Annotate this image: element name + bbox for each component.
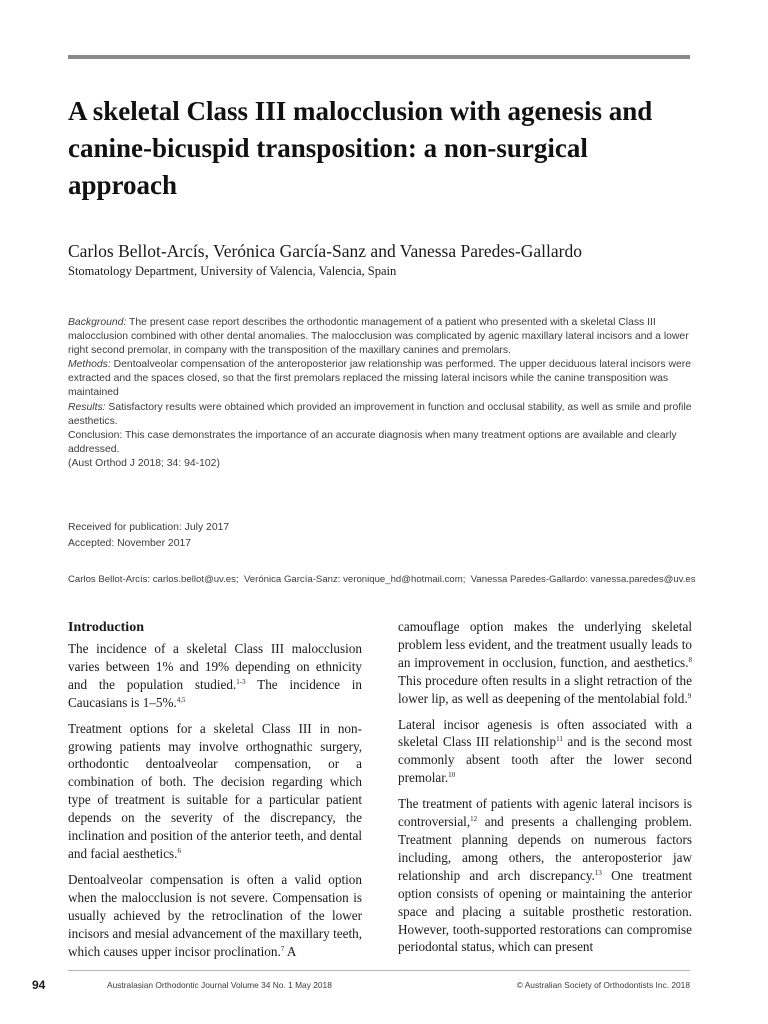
abstract <box>68 316 693 471</box>
citation-ref: 11 <box>556 735 563 744</box>
abstract-conclusion: Conclusion: This case demonstrates the importance of an accurate diagnosis when many treatment options are available and clearly addressed. <box>68 429 677 455</box>
citation-ref: 10 <box>448 771 456 780</box>
citation-ref: 8 <box>688 655 692 664</box>
author-affiliation: Stomatology Department, University of Valencia, Valencia, Spain <box>68 264 397 278</box>
abstract-results: Results: Satisfactory results were obtained which provided an improvement in function and occlusal stability, as well as smile and profile aesthetics. <box>68 401 692 427</box>
abstract-citation: (Aust Orthod J 2018; 34: 94-102) <box>68 457 220 469</box>
top-divider <box>68 55 690 59</box>
page-number: 94 <box>32 978 46 992</box>
citation-ref: 4,5 <box>176 695 186 704</box>
paragraph-treatment-options: Treatment options for a skeletal Class III in non-growing patients may involve orthognathic surgery, orthodontic dentoalveolar compensation, or a combination of both. The decision regarding which type of treatment is suitable for a particular patient depends on the severity of the discrepancy, the inclination and position of the anterior teeth, and dental and facial aesthetics.$^6$ <box>68 720 362 861</box>
citation-ref: 7 <box>280 944 285 953</box>
publication-dates <box>68 520 229 552</box>
abstract-methods: Methods: Dentoalveolar compensation of the anteroposterior jaw relationship was performed. The upper deciduous lateral incisors were extracted and the spaces closed, so that the first premolars replaced the missing lateral incisors while the canine transposition was maintained <box>68 359 692 399</box>
citation-ref: 1-3 <box>236 677 246 686</box>
email-garcia: Verónica García-Sanz: veronique_hd@hotmail.com; <box>243 574 466 585</box>
body-column-right <box>398 618 692 964</box>
article-title: A skeletal Class III malocclusion with agenesis and canine-bicuspid transposition: a non-surgical approach <box>68 96 653 200</box>
paragraph-incidence: The incidence of a skeletal Class III malocclusion varies between 1% and 19% depending on ethnicity and the population studied.$^{1-3}$ The incidence in Caucasians is 1–5%.$^{4,5}$ <box>68 641 362 710</box>
received-date: Received for publication: July 2017 <box>68 522 230 533</box>
paragraph-agenic-treatment: The treatment of patients with agenic lateral incisors is controversial,$^{12}$ and presents a challenging problem. Treatment planning depends on numerous factors including, among others, the anteroposterior jaw relationship and arch discrepancy.$^{13}$ One treatment option consists of opening or maintaining the anterior space and placing a suitable prosthetic restoration. However, tooth-supported restorations can compromise periodontal status, which can present <box>398 796 692 955</box>
section-heading-introduction: Introduction <box>68 620 144 635</box>
footer-divider <box>68 970 690 971</box>
email-bellot: Carlos Bellot-Arcís: carlos.bellot@uv.es; <box>68 574 239 585</box>
paragraph-agenesis: Lateral incisor agenesis is often associated with a skeletal Class III relationship$^{11}$ and is the second most commonly absent tooth after the lower second premolar.$^{10}$ <box>398 716 693 786</box>
citation-ref: 12 <box>470 815 478 824</box>
results-label: Results: <box>68 401 106 413</box>
accepted-date: Accepted: November 2017 <box>68 538 192 549</box>
citation-ref: 9 <box>687 691 692 700</box>
journal-reference: Australasian Orthodontic Journal Volume 34 No. 1 May 2018 <box>107 980 332 990</box>
methods-label: Methods: <box>68 359 111 371</box>
background-label: Background: <box>68 317 127 328</box>
paragraph-camouflage: camouflage option makes the underlying skeletal problem less evident, and the treatment usually leads to an improvement in occlusion, function, and aesthetics.$^8$ This procedure often results in a slight retraction of the lower lip, as well as deepening of the mentolabial fold.$^9$ <box>398 619 692 706</box>
body-column-left <box>68 618 362 968</box>
citation-ref: 6 <box>177 846 181 855</box>
copyright-notice: © Australian Society of Orthodontists Inc. 2018 <box>516 980 690 990</box>
author-emails <box>68 573 696 587</box>
abstract-background: Background: The present case report describes the orthodontic management of a patient who presented with a skeletal Class III malocclusion combined with other dental anomalies. The malocclusion was complicated by agenic maxillary lateral incisors and a lower right second premolar, in company with the transposition of the maxillary canines and premolars. <box>68 317 689 357</box>
author-list: Carlos Bellot-Arcís, Verónica García-Sanz and Vanessa Paredes-Gallardo <box>68 241 582 261</box>
citation-ref: 13 <box>594 868 602 877</box>
email-paredes: Vanessa Paredes-Gallardo: vanessa.paredes@uv.es <box>470 574 696 585</box>
paragraph-compensation: Dentoalveolar compensation is often a valid option when the malocclusion is not severe. Compensation is usually achieved by the retroclination of the lower incisors and mesial advancement of the maxillary teeth, which causes upper incisor proclination.$^7$ A <box>68 871 362 959</box>
